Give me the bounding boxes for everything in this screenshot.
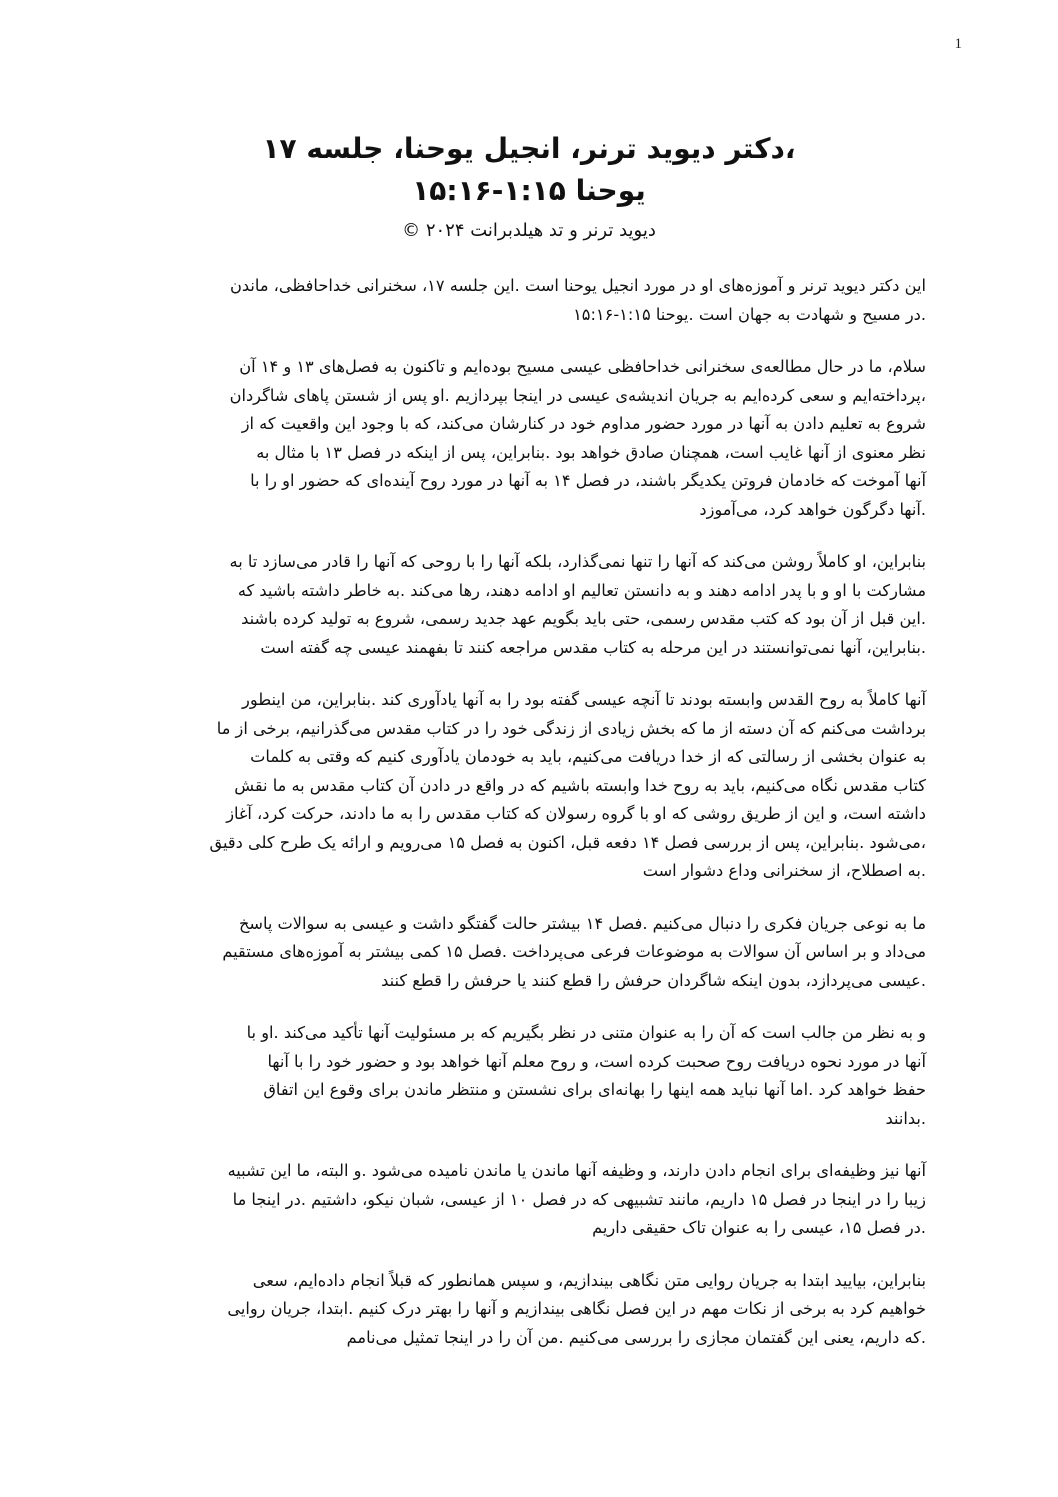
document-title: ،دکتر دیوید ترنر، انجیل یوحنا، جلسه ۱۷: [262, 132, 796, 165]
paragraph-line: به عنوان بخشی از رسالتی که از خدا دریافت می‌کنیم، باید به خودمان یادآوری کنیم که وقتی به کلمات: [250, 747, 926, 766]
paragraph-line: بنابراین، او کاملاً روشن می‌کند که آنها را تنها نمی‌گذارد، بلکه آنها را با روحی که آنها را قادر می‌سازد تا به: [229, 552, 926, 571]
paragraph-line: .این قبل از آن بود که کتب مقدس رسمی، حتی باید بگویم عهد جدید رسمی، شروع به تولید کرده باشند: [241, 609, 926, 628]
paragraph-line: .در مسیح و شهادت به جهان است .یوحنا ۱:۱۵-۱۵:۱۶: [573, 304, 926, 324]
document-header: [0, 128, 1058, 246]
paragraph-line: ما به نوعی جریان فکری را دنبال می‌کنیم .فصل ۱۴ بیشتر حالت گفتگو داشت و عیسی به سوالات پاسخ: [238, 913, 926, 933]
paragraph-line: .به اصطلاح، از سخنرانی وداع دشوار است: [642, 861, 926, 880]
paragraph-line: برداشت می‌کنم که آن دسته از ما که بخش زیادی از زندگی خود را در کتاب مقدس می‌گذرانیم، برخی از ما: [216, 718, 926, 738]
paragraph-line: .در فصل ۱۵، عیسی را به عنوان تاک حقیقی داریم: [592, 1218, 926, 1237]
document-body: [128, 272, 926, 1376]
paragraph: [128, 548, 926, 662]
page-number: 1: [954, 36, 962, 52]
paragraph: [128, 910, 926, 996]
paragraph: [128, 353, 926, 524]
paragraph-line: آنها کاملاً به روح القدس وابسته بودند تا آنچه عیسی گفته بود را به آنها یادآوری کند .بنابراین، من اینطور: [242, 690, 926, 709]
paragraph-line: ،پرداخته‌ایم و سعی کرده‌ایم به جریان اندیشه‌ی عیسی در اینجا بپردازیم .او پس از شستن پاهای شاگردان: [229, 385, 926, 405]
paragraph-line: داشته است، و این از طریق روشی که او با گروه رسولان که کتاب مقدس را به ما دادند، حرکت کرد، آغاز: [226, 804, 926, 823]
paragraph: [128, 272, 926, 329]
paragraph-line: .آنها دگرگون خواهد کرد، می‌آموزد: [699, 499, 926, 519]
paragraph-line: آنها نیز وظیفه‌ای برای انجام دادن دارند، و وظیفه آنها ماندن یا ماندن نامیده می‌شود .و البته، ما این تشبیه: [227, 1161, 926, 1180]
paragraph: [128, 1019, 926, 1133]
paragraph-line: شروع به تعلیم دادن به آنها در مورد حضور مداوم خود در کنارشان می‌کند، که با وجود این واقعیت که از: [241, 414, 926, 433]
paragraph-line: آنها در مورد نحوه دریافت روح صحبت کرده است، و روح معلم آنها خواهد بود و حضور خود را با آنها: [267, 1051, 926, 1071]
paragraph: [128, 686, 926, 886]
paragraph-line: زیبا را در اینجا در فصل ۱۵ داریم، مانند تشبیهی که در فصل ۱۰ از عیسی، شبان نیکو، داشتیم .در اینجا ما: [232, 1189, 926, 1209]
paragraph-line: و به نظر من جالب است که آن را به عنوان متنی در نظر بگیریم که بر مسئولیت آنها تأکید می‌کند .او با: [246, 1023, 926, 1042]
paragraph-line: سلام، ما در حال مطالعه‌ی سخنرانی خداحافظی عیسی مسیح بوده‌ایم و تاکنون به فصل‌های ۱۳ و ۱۴ آن: [239, 357, 926, 376]
document-scripture-reference: یوحنا ۱:۱۵-۱۵:۱۶: [412, 174, 646, 207]
paragraph-line: حفظ خواهد کرد .اما آنها نباید همه اینها را بهانه‌ای برای نشستن و منتظر ماندن برای وقوع این اتفاق: [263, 1080, 926, 1099]
paragraph-line: کتاب مقدس نگاه می‌کنیم، باید به روح خدا وابسته باشیم که در واقع در دادن آن کتاب مقدس به ما نقش: [234, 775, 926, 795]
paragraph-line: مشارکت با او و با پدر ادامه دهند و به دانستن تعالیم او ادامه دهند، رها می‌کند .به خاطر داشته باشید که: [237, 580, 926, 600]
paragraph-line: ،می‌شود .بنابراین، پس از بررسی فصل ۱۴ دفعه قبل، اکنون به فصل ۱۵ می‌رویم و ارائه یک طرح کلی دقیق: [209, 832, 926, 852]
paragraph-line: این دکتر دیوید ترنر و آموزه‌های او در مورد انجیل یوحنا است .این جلسه ۱۷، سخنرانی خداحافظی، ماندن: [230, 276, 926, 295]
copyright-line: دیوید ترنر و تد هیلدبرانت ۲۰۲۴ ©: [402, 220, 656, 241]
paragraph-line: .که داریم، یعنی این گفتمان مجازی را بررسی می‌کنیم .من آن را در اینجا تمثیل می‌نامم: [346, 1327, 926, 1347]
paragraph: [128, 1157, 926, 1243]
paragraph-line: .بنابراین، آنها نمی‌توانستند در این مرحله به کتاب مقدس مراجعه کنند تا بفهمند عیسی چه گفته است: [260, 637, 926, 657]
paragraph-line: می‌داد و بر اساس آن سوالات به موضوعات فرعی می‌پرداخت .فصل ۱۵ کمی بیشتر به آموزه‌های مستقیم: [222, 942, 926, 961]
paragraph: [128, 1267, 926, 1353]
paragraph-line: آنها آموخت که خادمان فروتن یکدیگر باشند، در فصل ۱۴ به آنها در مورد روح آینده‌ای که حضور او را با: [250, 471, 926, 490]
paragraph-line: نظر معنوی از آنها غایب است، همچنان صادق خواهد بود .بنابراین، پس از اینکه در فصل ۱۳ با مثال به: [256, 442, 926, 462]
paragraph-line: .عیسی می‌پردازد، بدون اینکه شاگردان حرفش را قطع کنند یا حرفش را قطع کنند: [381, 970, 926, 990]
paragraph-line: خواهیم کرد به برخی از نکات مهم در این فصل نگاهی بیندازیم و آنها را بهتر درک کنیم .ابتدا، جریان روایی: [227, 1299, 926, 1318]
paragraph-line: بنابراین، بیایید ابتدا به جریان روایی متن نگاهی بیندازیم، و سپس همانطور که قبلاً انجام داده‌ایم، سعی: [252, 1270, 926, 1290]
paragraph-line: .بدانند: [885, 1108, 926, 1128]
